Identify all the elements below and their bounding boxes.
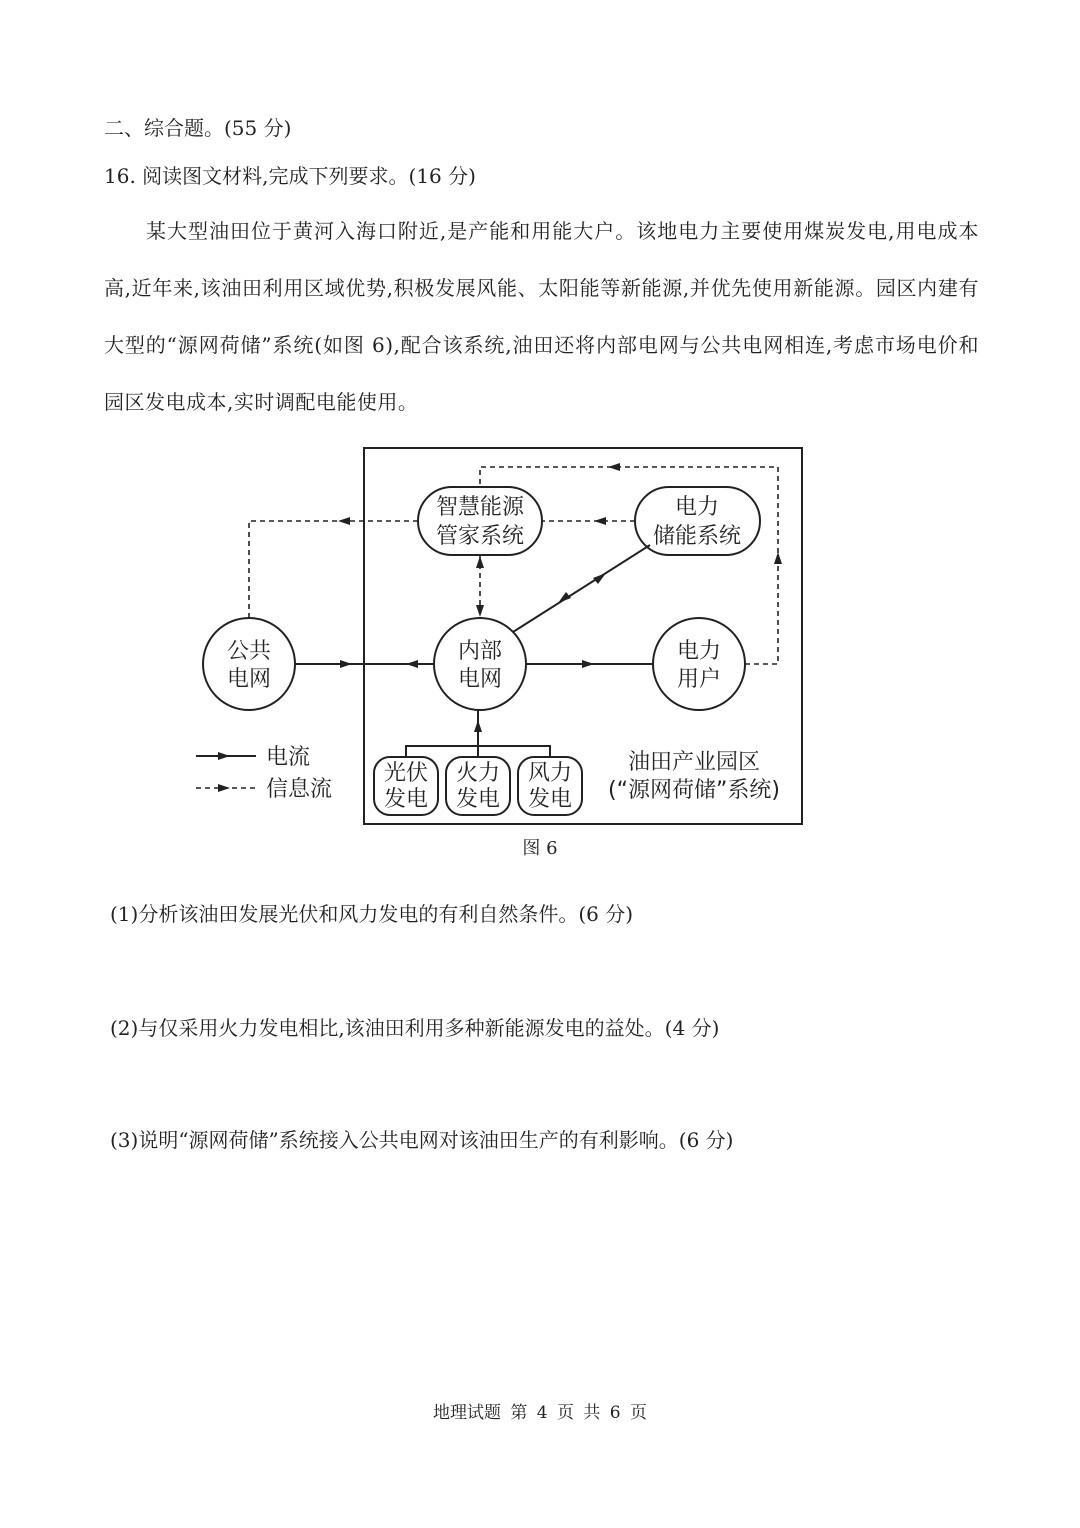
arrow-info-up — [476, 556, 484, 568]
arrow-to-public — [340, 660, 352, 668]
wind-label-2: 发电 — [527, 787, 573, 812]
question-1: (1)分析该油田发展光伏和风力发电的有利自然条件。(6 分) — [110, 902, 634, 926]
park-label-1: 油田产业园区 — [627, 750, 761, 775]
storage-label-2: 储能系统 — [652, 524, 742, 549]
users-node — [653, 618, 745, 710]
pv-label-1: 光伏 — [383, 761, 429, 786]
smart-energy-label-1: 智慧能源 — [435, 495, 525, 520]
arrow-to-users — [582, 660, 594, 668]
arrow-to-internal — [406, 660, 418, 668]
wind-label-1: 风力 — [527, 761, 573, 786]
arrow-info-users-left — [608, 463, 620, 471]
users-label-1: 电力 — [676, 639, 722, 664]
storage-label-1: 电力 — [674, 495, 720, 520]
arrow-info-down — [476, 605, 484, 617]
arrow-generation-up — [474, 720, 482, 732]
legend-info-arrow — [218, 784, 230, 792]
arrow-to-storage — [593, 573, 606, 584]
users-label-2: 用户 — [676, 667, 722, 692]
question-title: 16. 阅读图文材料,完成下列要求。(16 分) — [104, 164, 476, 188]
question-2: (2)与仅采用火力发电相比,该油田利用多种新能源发电的益处。(4 分) — [110, 1016, 720, 1040]
section-heading: 二、综合题。(55 分) — [104, 116, 292, 140]
arrow-from-storage — [558, 592, 571, 603]
legend-current-arrow — [218, 752, 230, 760]
internal-grid-node — [434, 618, 526, 710]
smart-energy-label-2: 管家系统 — [435, 524, 525, 549]
info-public-smart — [249, 521, 418, 618]
legend-info-label: 信息流 — [266, 777, 333, 802]
public-grid-label-2: 电网 — [226, 667, 272, 692]
thermal-label-2: 发电 — [455, 787, 501, 812]
internal-grid-label-2: 电网 — [457, 667, 503, 692]
current-internal-storage — [513, 545, 650, 632]
arrow-info-public — [338, 517, 350, 525]
legend-current-label: 电流 — [266, 745, 311, 770]
material-text: 某大型油田位于黄河入海口附近,是产能和用能大户。该地电力主要使用煤炭发电,用电成本高,近年来,该油田利用区域优势,积极发展风能、太阳能等新能源,并优先使用新能源。园区内建有大型的“源网荷储”系统(如图 6),配合该系统,油田还将内部电网与公共电网相连,考虑市场电价和园区发电成本,实时调配电能使用。 — [104, 219, 979, 414]
park-label-2: (“源网荷储”系统) — [608, 778, 780, 803]
page-footer: 地理试题 第 4 页 共 6 页 — [432, 1403, 648, 1423]
thermal-label-1: 火力 — [455, 761, 501, 786]
pv-label-2: 发电 — [383, 787, 429, 812]
arrow-info-storage-smart — [594, 517, 606, 525]
public-grid-node — [203, 618, 295, 710]
question-3: (3)说明“源网荷储”系统接入公共电网对该油田生产的有利影响。(6 分) — [110, 1128, 734, 1152]
arrow-info-users-up — [774, 552, 782, 564]
public-grid-label-1: 公共 — [226, 639, 272, 664]
figure-caption: 图 6 — [522, 838, 558, 859]
internal-grid-label-1: 内部 — [457, 639, 503, 664]
